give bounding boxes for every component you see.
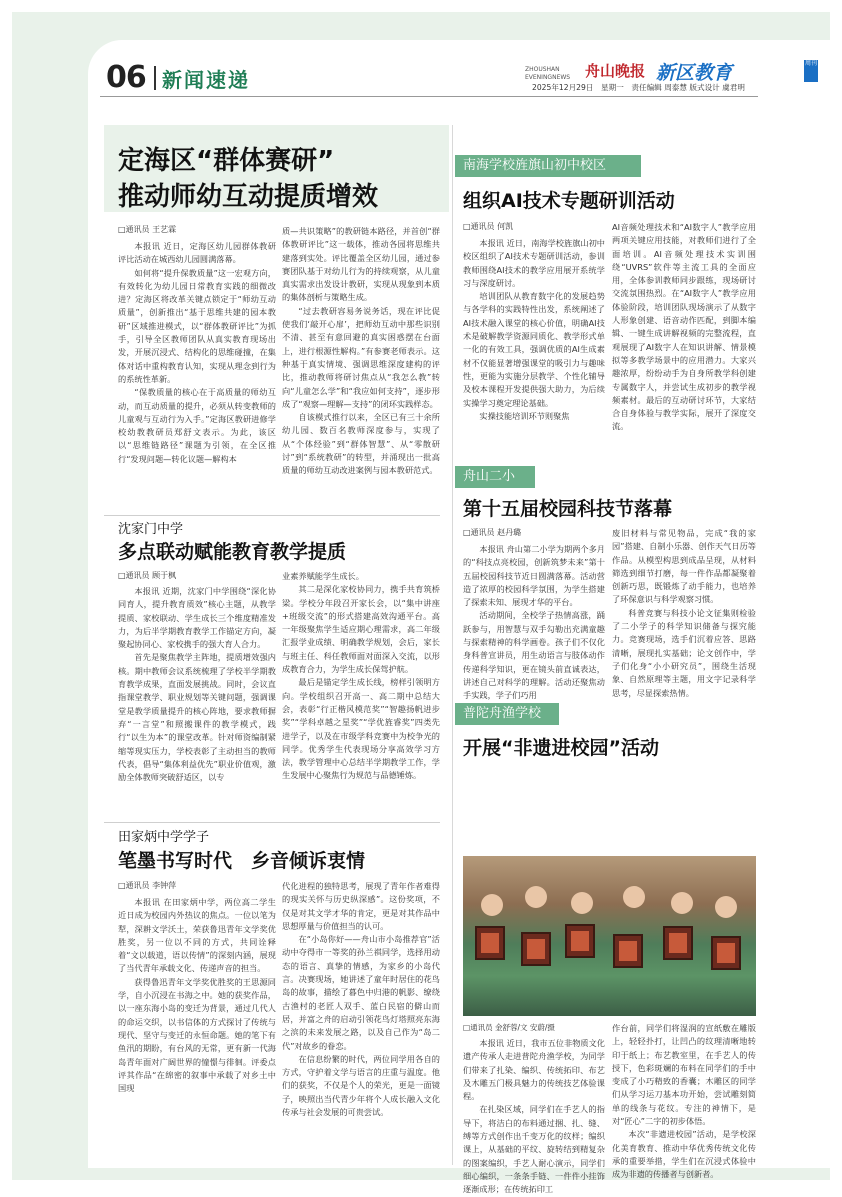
story6-column-1 bbox=[463, 1037, 605, 1195]
masthead-divider bbox=[154, 66, 156, 90]
paragraph: 作台前，同学们将湿润的宣纸敷在雕版上，轻轻扑打，让凹凸的纹理清晰地转印于纸上；布艺教室里，在手艺人的传授下，色彩斑斓的布料在同学们的手中变成了小巧精致的香囊；木雕区的同学们从学习运刀基本功开始，尝试雕刻简单的线条与花纹。专注的神情下，是对“匠心”二字的初步体悟。 bbox=[612, 1023, 756, 1127]
masthead-info: 2025年12月29日 星期一 责任编辑 周泰慧 版式设计 虞君明 bbox=[532, 83, 745, 92]
story4-byline: □通讯员 何凯 bbox=[463, 222, 514, 231]
story2-column-1 bbox=[118, 585, 276, 810]
edition-badge: 周刊 bbox=[804, 60, 818, 82]
story2-kicker: 沈家门中学 bbox=[118, 522, 184, 537]
story4-headline: 组织AI技术专题研训活动 bbox=[463, 190, 675, 212]
story1-column-2 bbox=[282, 225, 440, 510]
paragraph: AI音频处理技术和“AI数字人”教学应用两项关键应用技能，对教师们进行了全面培训。AI音频处理技术实训围绕“UVRS”软件等主流工具的全面应用，全体参训教师同步跟练，现场研讨交流氛围热烈。在“AI数字人”教学应用体验阶段，培训团队现场演示了从数字人形象创建、语音动作匹配，到脚本编辑、一键生成讲解视频的完整流程，直观展现了AI数字人在知识讲解、情景模拟等多教学场景中的应用潜力。大家兴趣浓厚，纷纷动手为自身所教学科创建专属数字人，并尝试生成初步的教学视频素材。最后的互动研讨环节，大家结合自身体验与教学实际，展开了深度交流。 bbox=[612, 222, 756, 432]
paragraph: 在扎染区域，同学们在手艺人的指导下，将洁白的布料通过捆、扎、缝、缚等方式创作出千变万化的纹样；编织课上，从基础的平纹、旋转结到精复杂的图案编织，手艺人耐心演示，同学们细心编织，一条条手链、一件件小挂饰逐渐成形；在传统拓印工 bbox=[463, 1104, 605, 1195]
edition-name: 新区教育 bbox=[656, 62, 733, 84]
paragraph: 在“小岛你好——舟山市小岛推荐官”活动中夺得市一等奖的孙兰祺同学，选择用动态的语言、真挚的情感，为家乡的小岛代言。决赛现场，她讲述了童年时居住的花鸟岛的故事，描绘了暮色中归港的帆影、缭绕古渔村的老匠人双手、蓝白民宿的僻山而居，并富之舟的启动引领花鸟灯塔照亮东海之滨的未来发展之路，以及自己作为“岛二代”对故乡的眷恋。 bbox=[282, 934, 440, 1051]
story1-headline-line2: 推动师幼互动提质增效 bbox=[118, 182, 379, 212]
story5-byline: □通讯员 赵丹璐 bbox=[463, 528, 522, 537]
story3-byline: □通讯员 李钟萍 bbox=[118, 881, 177, 890]
story2-byline: □通讯员 顾于枫 bbox=[118, 571, 177, 580]
paragraph: 质—共识策略”的教研链本路径，并首创“群体教研评比”这一载体，推动各园将思维共建落到实处。评比覆盖全区幼儿园，通过参赛团队基于对幼儿行为的持续观察，从儿童真实需求出发设计教研，实现从现象到本质的集体剖析与策略生成。 bbox=[282, 226, 440, 303]
paragraph: “保教质量的核心在于高质量的师幼互动，而互动质量的提升，必须从转变教师的儿童观与互动行为入手。”定海区教研进修学校幼教教研员郑舒文表示。为此，该区以“思维链路径”课题为引领，在全区推行“发现问题—转化议题—解构本 bbox=[118, 387, 276, 464]
paragraph: 培训团队从教育数字化的发展趋势与各学科的实践特性出发，系统阐述了AI技术融入课堂的核心价值，明确AI技术是破解教学资源同质化、教学形式单一化的有效工具，强调优质的AI生成素材不仅能显著增强课堂的吸引力与趣味性，更能为实施分层教学、个性化辅导及校本课程开发提供强大助力，为后续实操学习奠定理论基础。 bbox=[463, 291, 605, 408]
story1-byline: □通讯员 王艺霖 bbox=[118, 225, 177, 234]
paragraph: 本报讯 近日，我市五位非物质文化遗产传承人走进普陀舟渔学校，为同学们带来了扎染、编织、传统拓印、布艺及木雕五门极具魅力的传统技艺体验课程。 bbox=[463, 1038, 605, 1102]
paragraph: 废旧材料与常见物品，完成“我的家园”搭建、自制小乐器、创作天气日历等作品。从模型构思到成品呈现，从材料筛选到细节打磨，每一件作品都凝聚着创新巧思，既锻炼了动手能力，也培养了环保意识与科学观察习惯。 bbox=[612, 528, 756, 605]
story1-column-1 bbox=[118, 240, 276, 510]
paragraph: 最后是锚定学生成长线，榜样引领明方向。学校组织召开高一、高二期中总结大会，表彰“行正楷风模范奖”“智趣扬帆进步奖”“学科卓越之星奖”“学优旌睿奖”四类先进学子，以及在市级学科竞赛中为校争光的同学。优秀学生代表现场分享高效学习方法，教学管理中心总结半学期教学工作，学生发展中心聚焦行为规范与品德锤炼。 bbox=[282, 677, 440, 781]
story3-column-2 bbox=[282, 880, 440, 1154]
paragraph: 本报讯 近日，定海区幼儿园群体教研评比活动在城西幼儿园圆满落幕。 bbox=[118, 241, 276, 265]
paragraph: 本报讯 近期，沈家门中学围绕“深化协同育人，提升教育质效”核心主题，从教学提质、家校联动、学生成长三个维度精准发力，为后半学期教育教学工作锚定方向，凝聚起协同心、家校携手的强大育人合力。 bbox=[118, 586, 276, 650]
story3-headline: 笔墨书写时代 乡音倾诉衷情 bbox=[118, 850, 366, 872]
paragraph: 代化进程的独特思考，展现了青年作者难得的现实关怀与历史纵深感”。这份奖项，不仅是对其文学才华的肯定，更是对其作品中思想厚量与价值担当的认可。 bbox=[282, 881, 440, 931]
masthead-rule bbox=[100, 96, 758, 97]
paragraph: 首先是聚焦教学主阵地，提质增效强内核。期中教师会议系统梳理了学校半学期教育教学成果，直面发展挑战。同时，会议直指课堂教学、职业规划等关键问题，强调课堂是教学质量提升的核心阵地，要求教师摒弃“一言堂”和照搬课件的教学模式，践行“以生为本”的课堂改革。针对师资编制紧缩等现实压力，学校表彰了主动担当的教师代表，倡导“集体利益优先”职业价值观，激励全体教师突破舒适区，以专 bbox=[118, 652, 276, 783]
section-title: 新闻速递 bbox=[162, 68, 250, 92]
paragraph: 本报讯 在田家炳中学，两位高二学生近日成为校园内外热议的焦点。一位以笔为犁，深耕文学沃土，荣获鲁迅青年文学奖优胜奖，另一位以不同的方式，共同诠释着“文以载道，语以传情”的深刻内涵，展现了当代青年承载文化、传递声音的担当。 bbox=[118, 897, 276, 974]
paragraph: 活动期间，全校学子热情高涨，踊跃参与，用智慧与双手勾勒出充满童趣与探索精神的科学画卷。孩子们不仅化身科普宣讲员，用生动语言与肢体动作传递科学知识，更在镜头前直诚表达，讲述自己对科学的理解。活动还聚焦动手实践，学子们巧用 bbox=[463, 610, 605, 701]
story6-headline: 开展“非遗进校园”活动 bbox=[463, 737, 659, 759]
paragraph: 实操技能培训环节则聚焦 bbox=[479, 410, 570, 421]
paragraph: 业素养赋能学生成长。 bbox=[282, 571, 364, 581]
story4-column-2 bbox=[612, 221, 756, 452]
story2-column-2 bbox=[282, 570, 440, 810]
story5-column-1 bbox=[463, 543, 605, 701]
paragraph: 自该模式推行以来，全区已有三十余所幼儿园、数百名教师深度参与，实现了从“个体经验”到“群体智慧”、从“零散研讨”到“系统教研”的转型，并涌现出一批高质量的师幼互动改进案例与园本教研范式。 bbox=[282, 412, 440, 476]
newspaper-logo: 舟山晚报 bbox=[585, 62, 646, 80]
story5-column-2 bbox=[612, 527, 756, 698]
story2-headline: 多点联动赋能教育教学提质 bbox=[118, 541, 347, 563]
divider bbox=[104, 822, 440, 823]
story4-school-tag: 南海学校旌旗山初中校区 bbox=[455, 155, 641, 177]
paragraph: 科普竞赛与科技小论文征集则检验了二小学子的科学知识储备与探究能力。竞赛现场，选手们沉着应答、思路清晰，展现扎实基础；论文创作中，学子们化身“小小研究员”，围绕生活现象、自然原理等主题，用文字记录科学思考，尽显探索热情。 bbox=[612, 607, 756, 698]
news-photo bbox=[463, 856, 756, 1016]
masthead-english: ZHOUSHAN EVENINGNEWS bbox=[525, 66, 571, 81]
paragraph: 如何将“提升保教质量”这一宏观方向，有效转化为幼儿园日常教育实践的细微改进？定海区将改革关键点锁定于“师幼互动质量”，创新推出“基于思维共建的园本教研”区域推进模式，以“群体教研评比”为抓手，引导全区教师团队从真实教育现场出发，开展沉浸式、结构化的思维碰撞，在集体对话中重构教育认知，实现从理念到行为的系统性革新。 bbox=[118, 267, 276, 384]
story6-column-2 bbox=[612, 1022, 756, 1180]
paragraph: 获得鲁迅青年文学奖优胜奖的王思源同学，自小沉浸在书海之中。她的获奖作品，以一座东海小岛的变迁为背景，通过几代人的命运交织，以书信体的方式探讨了传统与现代、坚守与变迁的永恒命题。她的笔下有鱼汛的期盼，有台风的无常，更有新一代海岛青年面对广阔世界的憧憬与徘徊。评委点评其作品“在绵密的叙事中承载了对乡土中国现 bbox=[118, 976, 276, 1094]
page-number: 06 bbox=[106, 60, 146, 95]
paragraph: 本次“非遗进校园”活动，是学校深化美育教育、推动中华优秀传统文化传承的重要举措，学生们在沉浸式体验中成为非遗的传播者与创新者。 bbox=[612, 1129, 756, 1180]
paragraph: 本报讯 舟山第二小学为期两个多月的“科技点亮校园，创新筑梦未来”第十五届校园科技节近日圆满落幕。活动营造了浓厚的校园科学氛围，为学生搭建了探索未知、展现才华的平台。 bbox=[463, 544, 605, 608]
paragraph: 其二是深化家校协同力，携手共育筑桥梁。学校分年段召开家长会，以“集中讲座+班级交流”的形式搭建高效沟通平台。高一年级聚焦学生适应期心理需求，高二年级汇报学业成绩、明确教学规划，会后，家长与班主任、科任教师面对面深入交流，以形成教育合力，为学生成长保驾护航。 bbox=[282, 584, 440, 675]
story6-school-tag: 普陀舟渔学校 bbox=[455, 703, 559, 725]
story5-headline: 第十五届校园科技节落幕 bbox=[463, 498, 673, 520]
paragraph: “过去教研容易务说务话，现在评比促使我们‘敲开心扉’，把师幼互动中那些识别不清、甚至有意回避的真实困惑摆在台面上，进行根源性解构。”有参赛老师表示。这种基于真实情境、强调思维深度建构的评比，推动教师将研讨焦点从“我怎么教”转向“儿童怎么学”和“我应如何支持”，逐步形成了“观察—理解—支持”的闭环实践样态。 bbox=[282, 305, 440, 409]
story4-column-1 bbox=[463, 237, 605, 452]
paragraph: 本报讯 近日，南海学校旌旗山初中校区组织了AI技术专题研训活动，参训教师围绕AI技术的教学应用展开系统学习与深度研讨。 bbox=[463, 238, 605, 288]
story5-school-tag: 舟山二小 bbox=[455, 466, 535, 488]
column-divider bbox=[452, 125, 453, 1165]
paragraph: 在信息纷繁的时代，两位同学用各自的方式，守护着文学与语言的庄重与温度。他们的获奖，不仅是个人的荣光，更是一面镜子，映照出当代青少年将个人成长融入文化传承与社会发展的可贵尝试。 bbox=[282, 1053, 440, 1118]
story3-kicker: 田家炳中学学子 bbox=[118, 830, 210, 845]
divider bbox=[104, 515, 440, 516]
story3-column-1 bbox=[118, 896, 276, 1154]
story1-headline-line1: 定海区“群体赛研” bbox=[118, 146, 335, 176]
story6-byline: □通讯员 金舒蓉/文 安蔚/摄 bbox=[463, 1023, 555, 1032]
